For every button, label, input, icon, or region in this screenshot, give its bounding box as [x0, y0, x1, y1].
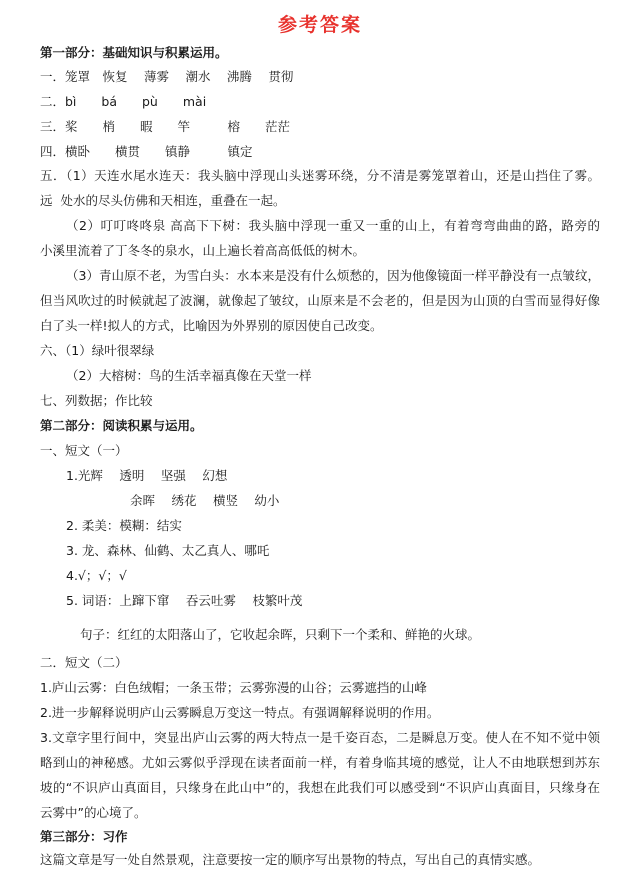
part3-text: 这篇文章是写一处自然景观，注意要按一定的顺序写出景物的特点，写出自己的真情实感。 — [40, 852, 541, 867]
part1-q4: 四．横卧 横贯 镇静 镇定 — [40, 144, 253, 159]
part1-heading: 第一部分：基础知识与积累运用。 — [40, 45, 228, 60]
part2-s2-q3-line3: 坡的“不识庐山真面目，只缘身在此山中”的，我想在此我们可以感受到“不识庐山真面目，只缘身在 — [40, 780, 600, 795]
part1-q6-1: 六、（1）绿叶很翠绿 — [40, 343, 155, 358]
part1-q3: 三．桨 梢 暇 竿 榕 茫茫 — [40, 119, 291, 134]
part1-q5-2-line1: （2）叮叮咚咚泉 高高下下树：我头脑中浮现一重又一重的山上，有着弯弯曲曲的路，路旁的 — [66, 218, 600, 233]
page-title: 参考答案 — [277, 14, 362, 36]
part2-section1-title: 一、短文（一） — [40, 443, 128, 458]
part2-s1-q1-line1: 1.光辉 透明 坚强 幻想 — [66, 468, 228, 483]
part2-s2-q3-line4: 云雾中”的心境了。 — [40, 805, 147, 820]
part2-s1-q1-line2: 余晖 绣花 横竖 幼小 — [130, 493, 280, 508]
part2-s1-q4: 4.√；√；√ — [66, 568, 127, 583]
part2-s2-q3-line1: 3.文章字里行间中，突显出庐山云雾的两大特点一是千姿百态，二是瞬息万变。使人在不知不觉中领 — [40, 730, 600, 745]
part1-q5-line1: 五．（1）天连水尾水连天：我头脑中浮现山头迷雾环绕，分不清是雾笼罩着山，还是山挡住了雾。 — [40, 168, 600, 183]
part1-q5-3-line3: 白了头一样!拟人的方式，比喻因为外界别的原因使自己改变。 — [40, 318, 383, 333]
part2-s2-q2: 2.进一步解释说明庐山云雾瞬息万变这一特点。有强调解释说明的作用。 — [40, 705, 440, 720]
part2-s1-q2: 2. 柔美：模糊：结实 — [66, 518, 182, 533]
part2-s1-q3: 3. 龙、森林、仙鹤、太乙真人、哪吒 — [66, 543, 270, 558]
part1-q5-line2: 远 处水的尽头仿佛和天相连，重叠在一起。 — [40, 193, 286, 208]
part1-q7: 七、列数据；作比较 — [40, 393, 153, 408]
part1-q6-2: （2）大榕树：鸟的生活幸福真像在天堂一样 — [66, 368, 312, 383]
part1-q1: 一．笼罩 恢复 薄雾 潮水 沸腾 贯彻 — [40, 69, 294, 84]
part2-s2-q1: 1.庐山云雾：白色绒帽；一条玉带；云雾弥漫的山谷；云雾遮挡的山峰 — [40, 680, 427, 695]
part2-s2-q3-line2: 略到山的神秘感。尤如云雾似乎浮现在读者面前一样，有着身临其境的感觉，让人不由地联想到苏东 — [40, 755, 600, 770]
part1-q5-3-line1: （3）青山原不老，为雪白头：水本来是没有什么烦愁的，因为他像镜面一样平静没有一点皱纹， — [66, 268, 600, 283]
part2-s1-q5: 5. 词语：上蹿下窜 吞云吐雾 枝繁叶茂 — [66, 593, 303, 608]
part2-heading: 第二部分：阅读积累与运用。 — [40, 418, 203, 433]
part2-s1-sentence: 句子：红红的太阳落山了，它收起余晖，只剩下一个柔和、鲜艳的火球。 — [80, 627, 481, 642]
part3-heading: 第三部分：习作 — [40, 829, 128, 844]
part1-q5-2-line2: 小溪里流着了丁冬冬的泉水，山上遍长着高高低低的树木。 — [40, 243, 366, 258]
part1-q2: 二．bì bá pù mài — [40, 94, 207, 109]
part1-q5-3-line2: 但当风吹过的时候就起了波澜，就像起了皱纹，山原来是不会老的，但是因为山顶的白雪而显得好像 — [40, 293, 600, 308]
part2-section2-title: 二．短文（二） — [40, 655, 128, 670]
